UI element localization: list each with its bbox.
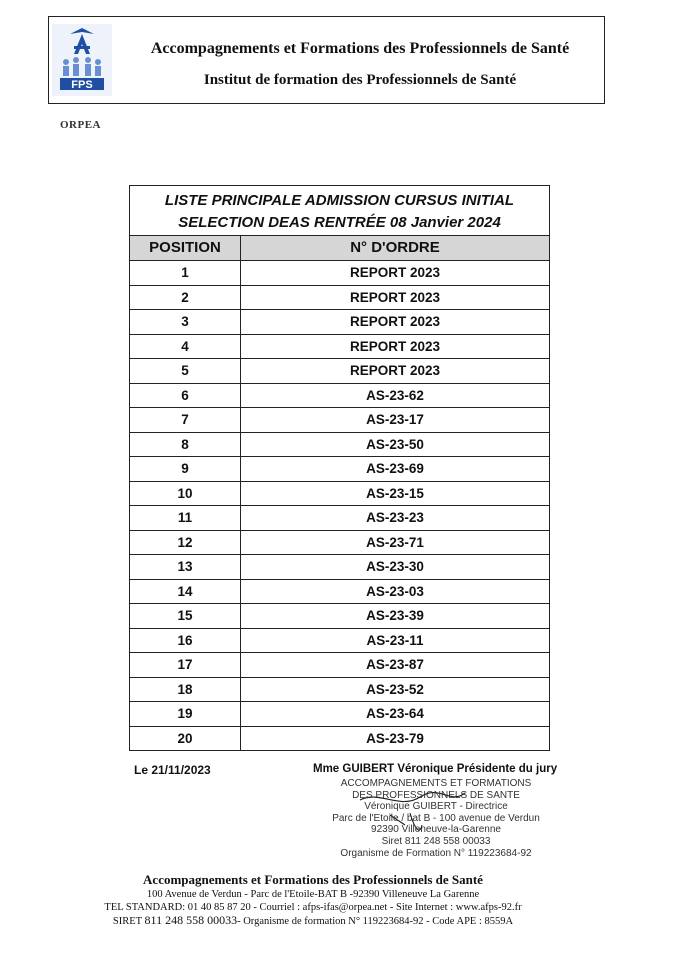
footer-legal — [98, 914, 528, 928]
handwritten-signature — [350, 785, 470, 840]
stamp-line: DES PROFESSIONNELS DE SANTE — [352, 789, 520, 801]
position-cell: 11 — [130, 506, 241, 530]
position-cell: 5 — [130, 359, 241, 383]
position-cell: 7 — [130, 408, 241, 432]
ordre-cell: AS-23-50 — [366, 436, 424, 452]
table-row — [130, 457, 549, 482]
stamp-line: Siret 811 248 558 00033 — [381, 835, 491, 847]
stamp-line: Organisme de Formation N° 119223684-92 — [340, 847, 532, 859]
stamp-line: ACCOMPAGNEMENTS ET FORMATIONS — [340, 778, 532, 789]
footer-contact: TEL STANDARD: 01 40 85 87 20 - Courriel : afps-ifas@orpea.net - Site Internet : www.afps-92.fr — [104, 902, 522, 913]
ordre-cell: AS-23-79 — [366, 730, 424, 746]
footer — [98, 872, 528, 928]
position-cell: 13 — [130, 555, 241, 579]
position-cell: 14 — [130, 580, 241, 604]
position-cell: 15 — [130, 604, 241, 628]
table-row — [130, 384, 549, 409]
table-title — [130, 186, 549, 236]
table-row — [130, 555, 549, 580]
position-cell: 16 — [130, 629, 241, 653]
table-title-line1: LISTE PRINCIPALE ADMISSION CURSUS INITIAL — [164, 192, 515, 209]
ordre-cell: REPORT 2023 — [349, 363, 441, 378]
footer-siret-label: SIRET — [112, 916, 142, 927]
table-row — [130, 604, 549, 629]
org-name: Accompagnements et Formations des Professionnels de Santé — [150, 40, 570, 57]
table-row — [130, 359, 549, 384]
logo-text: FPS — [71, 79, 93, 91]
position-cell: 2 — [130, 286, 241, 310]
footer-org: Accompagnements et Formations des Professionnels de Santé — [143, 872, 483, 887]
table-row — [130, 482, 549, 507]
ordre-cell: REPORT 2023 — [349, 314, 441, 329]
table-row — [130, 727, 549, 751]
position-cell: 10 — [130, 482, 241, 506]
header-box — [48, 16, 605, 104]
ordre-cell: AS-23-52 — [366, 681, 424, 697]
ordre-cell: AS-23-17 — [366, 412, 424, 427]
footer-siret: 811 248 558 00033 — [144, 913, 238, 927]
table-row — [130, 335, 549, 360]
ordre-cell: AS-23-39 — [366, 608, 424, 623]
fps-logo — [52, 24, 112, 96]
table-row — [130, 310, 549, 335]
ordre-cell: REPORT 2023 — [349, 265, 441, 280]
position-cell: 9 — [130, 457, 241, 481]
table-body — [130, 261, 549, 750]
position-cell: 19 — [130, 702, 241, 726]
table-row — [130, 433, 549, 458]
ordre-cell: AS-23-30 — [366, 559, 424, 574]
ordre-cell: AS-23-64 — [366, 706, 424, 721]
table-row — [130, 506, 549, 531]
position-cell: 6 — [130, 384, 241, 408]
ordre-cell: AS-23-15 — [366, 485, 424, 501]
footer-address: 100 Avenue de Verdun - Parc de l'Etoile-BAT B -92390 Villeneuve La Garenne — [146, 889, 480, 900]
ordre-cell: AS-23-87 — [366, 657, 424, 672]
footer-legal-text: - Organisme de formation N° 119223684-92 - Code APE : 8559A — [237, 916, 514, 927]
position-cell: 3 — [130, 310, 241, 334]
table-row — [130, 653, 549, 678]
table-row — [130, 678, 549, 703]
ordre-cell: AS-23-23 — [366, 510, 424, 525]
ordre-cell: AS-23-71 — [366, 534, 424, 550]
ordre-cell: REPORT 2023 — [349, 289, 441, 305]
ordre-cell: AS-23-69 — [366, 461, 424, 476]
position-cell: 4 — [130, 335, 241, 359]
ordre-cell: AS-23-11 — [366, 632, 424, 648]
position-cell: 8 — [130, 433, 241, 457]
table-row — [130, 261, 549, 286]
stamp-line: 92390 Villeneuve-la-Garenne — [371, 824, 501, 836]
institute-name: Institut de formation des Professionnels de Santé — [203, 72, 517, 88]
document-date: Le 21/11/2023 — [134, 763, 211, 777]
table-row — [130, 408, 549, 433]
table-row — [130, 580, 549, 605]
stamp-line: Parc de l'Etoile / bat B - 100 avenue de Verdun — [332, 812, 540, 824]
table-header-row — [130, 236, 549, 261]
stamp-line: Véronique GUIBERT - Directrice — [364, 801, 508, 813]
orpea-logo: ORPEA — [60, 119, 101, 131]
admission-table — [129, 185, 550, 751]
position-cell: 1 — [130, 261, 241, 285]
jury-president: Mme GUIBERT Véronique Présidente du jury — [313, 763, 558, 775]
ordre-cell: AS-23-62 — [366, 387, 424, 403]
table-row — [130, 702, 549, 727]
position-cell: 20 — [130, 727, 241, 751]
position-cell: 12 — [130, 531, 241, 555]
position-cell: 17 — [130, 653, 241, 677]
col-header-position: POSITION — [130, 236, 241, 260]
table-row — [130, 286, 549, 311]
position-cell: 18 — [130, 678, 241, 702]
col-header-ordre: N° D'ORDRE — [350, 239, 440, 256]
ordre-cell: REPORT 2023 — [349, 338, 441, 354]
table-title-line2: SELECTION DEAS RENTRÉE 08 Janvier 2024 — [178, 214, 501, 231]
table-row — [130, 629, 549, 654]
table-row — [130, 531, 549, 556]
ordre-cell: AS-23-03 — [366, 583, 424, 599]
